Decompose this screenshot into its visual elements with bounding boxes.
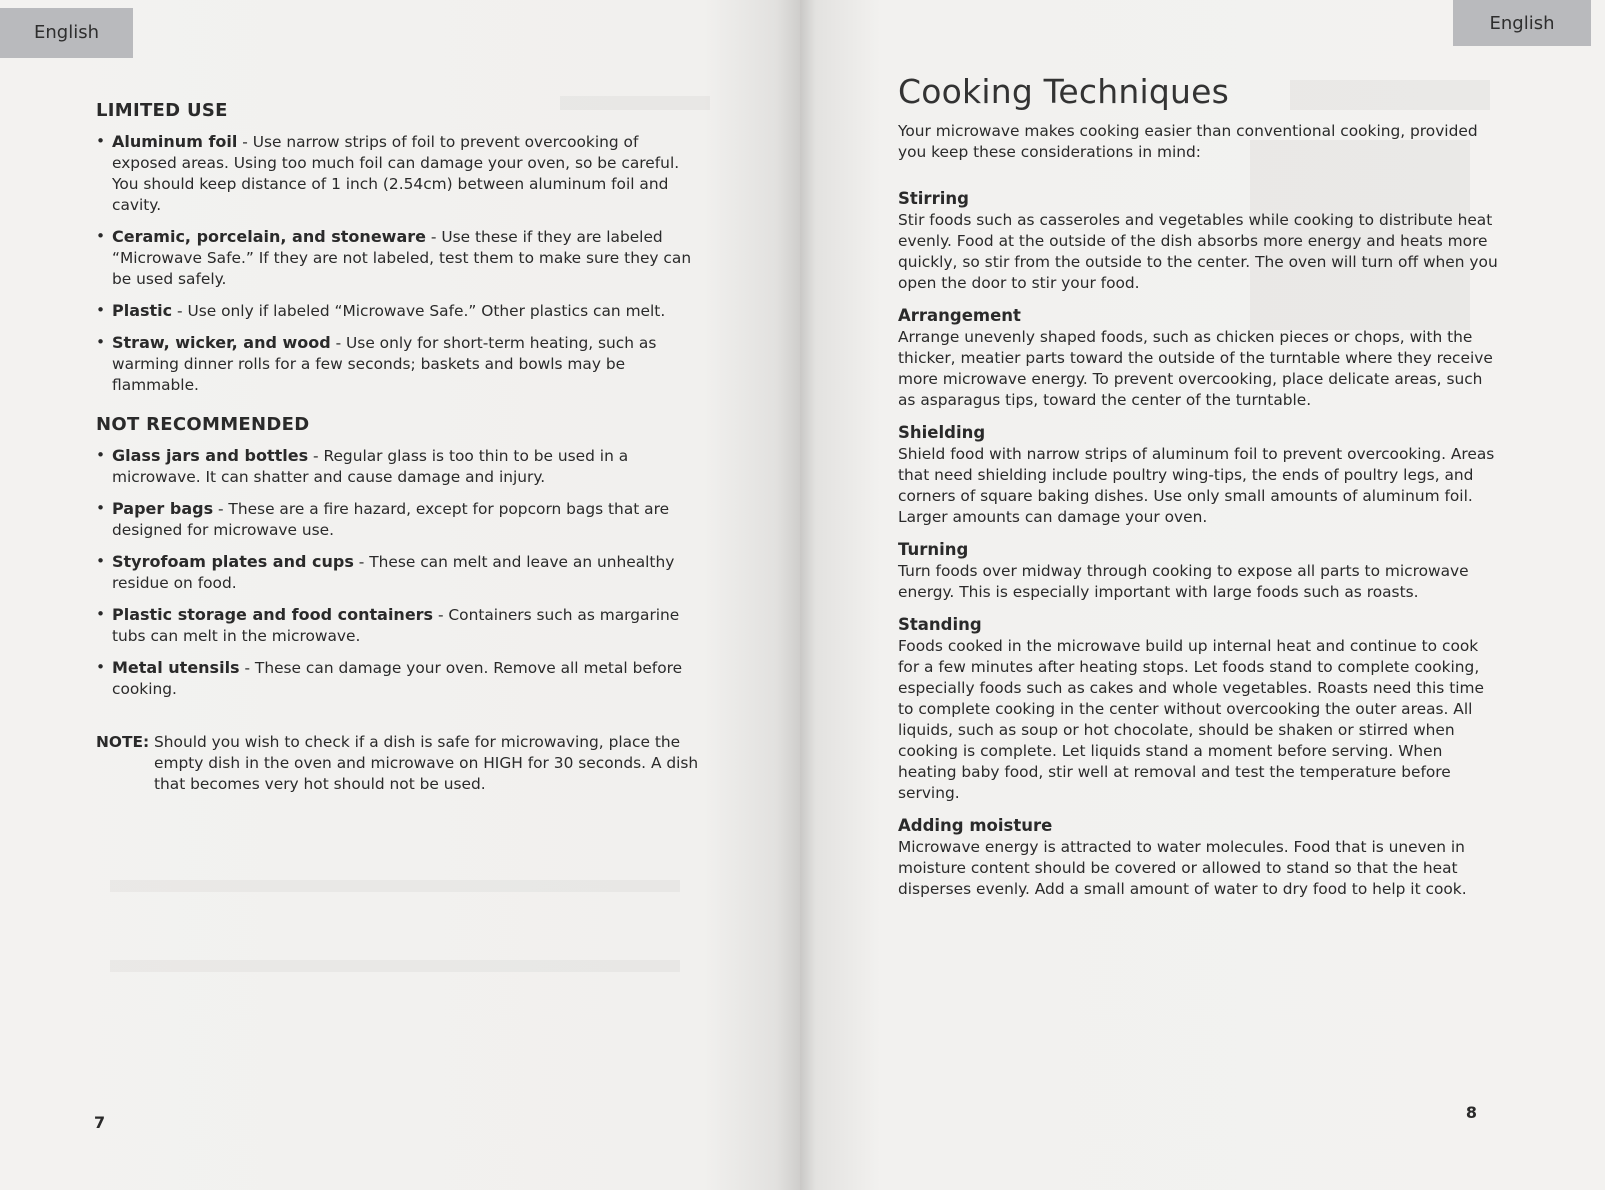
- bullet-icon: •: [96, 301, 106, 319]
- technique-section: [898, 615, 1498, 804]
- not-recommended-item: [96, 445, 706, 488]
- not-recommended-item: [96, 604, 706, 647]
- bullet-icon: •: [96, 552, 106, 570]
- language-tab-left: English: [0, 8, 133, 58]
- not-recommended-heading: NOT RECOMMENDED: [96, 414, 310, 435]
- techniques-sections: [898, 189, 1498, 900]
- section-heading: Adding moisture: [898, 816, 1053, 835]
- section-text: Stir foods such as casseroles and vegetables while cooking to distribute heat evenly. Food at the outside of the dish absorbs more energy and heats more quickly, so stir from the outside to the center. The oven will turn off when you open the door to stir your food.: [898, 211, 1498, 292]
- section-text: Turn foods over midway through cooking to expose all parts to microwave energy. This is especially important with large foods such as roasts.: [898, 562, 1469, 601]
- limited-use-item: [96, 300, 706, 322]
- intro-paragraph: Your microwave makes cooking easier than conventional cooking, provided you keep these considerations in mind:: [898, 122, 1478, 161]
- section-heading: Turning: [898, 540, 969, 559]
- right-page: [800, 0, 1605, 1190]
- section-text: Foods cooked in the microwave build up internal heat and continue to cook for a few minutes after heating stops. Let foods stand to complete cooking, especially foods such as cakes and whole vegetables. Roasts need this time to complete cooking in the center without overcooking the outer areas. All liquids, such as soup or hot chocolate, should be shaken or stirred when cooking is complete. Let liquids stand a moment before serving. When heating baby food, stir well at removal and test the temperature before serving.: [898, 637, 1484, 802]
- item-text: - Containers such as margarine tubs can melt in the microwave.: [112, 606, 680, 645]
- limited-use-list: [96, 131, 706, 396]
- not-recommended-item: [96, 551, 706, 594]
- note-text: Should you wish to check if a dish is safe for microwaving, place the empty dish in the oven and microwave on HIGH for 30 seconds. A dish that becomes very hot should not be used.: [154, 733, 699, 793]
- bullet-icon: •: [96, 446, 106, 464]
- item-text: - These can melt and leave an unhealthy residue on food.: [112, 553, 675, 592]
- bullet-icon: •: [96, 333, 106, 351]
- left-page: [0, 0, 800, 1190]
- left-column: [96, 100, 706, 795]
- bullet-icon: •: [96, 499, 106, 517]
- bullet-icon: •: [96, 227, 106, 245]
- not-recommended-list: [96, 445, 706, 700]
- note-label: NOTE:: [96, 733, 150, 751]
- technique-section: [898, 540, 1498, 603]
- section-text: Arrange unevenly shaped foods, such as chicken pieces or chops, with the thicker, meatier parts toward the outside of the turntable where they receive more microwave energy. To prevent overcooking, place delicate areas, such as asparagus tips, toward the center of the turntable.: [898, 328, 1493, 409]
- page-title: Cooking Techniques: [898, 72, 1230, 111]
- item-text: - Use these if they are labeled “Microwave Safe.” If they are not labeled, test them to make sure they can be used safely.: [112, 228, 692, 288]
- limited-use-item: [96, 332, 706, 396]
- item-term: Paper bags: [112, 499, 214, 518]
- item-text: - These are a fire hazard, except for popcorn bags that are designed for microwave use.: [112, 500, 670, 539]
- limited-use-heading: LIMITED USE: [96, 100, 228, 121]
- page-number-left: 7: [94, 1113, 106, 1132]
- item-term: Plastic: [112, 301, 173, 320]
- item-term: Plastic storage and food containers: [112, 605, 434, 624]
- item-term: Straw, wicker, and wood: [112, 333, 331, 352]
- technique-section: [898, 423, 1498, 528]
- right-column: [898, 72, 1498, 912]
- item-text: - These can damage your oven. Remove all metal before cooking.: [112, 659, 683, 698]
- item-term: Metal utensils: [112, 658, 240, 677]
- not-recommended-item: [96, 657, 706, 700]
- technique-section: [898, 306, 1498, 411]
- section-heading: Arrangement: [898, 306, 1021, 325]
- bullet-icon: •: [96, 132, 106, 150]
- item-term: Glass jars and bottles: [112, 446, 309, 465]
- note-block: [96, 732, 706, 795]
- item-text: - Use only if labeled “Microwave Safe.” Other plastics can melt.: [172, 302, 666, 320]
- language-tab-right: English: [1453, 0, 1591, 46]
- limited-use-item: [96, 226, 706, 290]
- section-heading: Shielding: [898, 423, 986, 442]
- bullet-icon: •: [96, 605, 106, 623]
- limited-use-item: [96, 131, 706, 216]
- not-recommended-item: [96, 498, 706, 541]
- bullet-icon: •: [96, 658, 106, 676]
- item-text: - Use only for short-term heating, such as warming dinner rolls for a few seconds; baskets and bowls may be flammable.: [112, 334, 657, 394]
- page-number-right: 8: [1465, 1103, 1477, 1122]
- item-term: Styrofoam plates and cups: [112, 552, 354, 571]
- item-term: Ceramic, porcelain, and stoneware: [112, 227, 426, 246]
- item-text: - Regular glass is too thin to be used in a microwave. It can shatter and cause damage and injury.: [112, 447, 629, 486]
- section-heading: Standing: [898, 615, 982, 634]
- section-text: Microwave energy is attracted to water molecules. Food that is uneven in moisture content should be covered or allowed to stand so that the heat disperses evenly. Add a small amount of water to dry food to help it cook.: [898, 838, 1467, 898]
- technique-section: [898, 816, 1498, 900]
- technique-section: [898, 189, 1498, 294]
- item-term: Aluminum foil: [112, 132, 238, 151]
- section-text: Shield food with narrow strips of aluminum foil to prevent overcooking. Areas that need shielding include poultry wing-tips, the ends of poultry legs, and corners of square baking dishes. Use only small amounts of aluminum foil. Larger amounts can damage your oven.: [898, 445, 1495, 526]
- item-text: - Use narrow strips of foil to prevent overcooking of exposed areas. Using too much foil can damage your oven, so be careful. You should keep distance of 1 inch (2.54cm) between aluminum foil and cavity.: [112, 133, 680, 214]
- section-heading: Stirring: [898, 189, 969, 208]
